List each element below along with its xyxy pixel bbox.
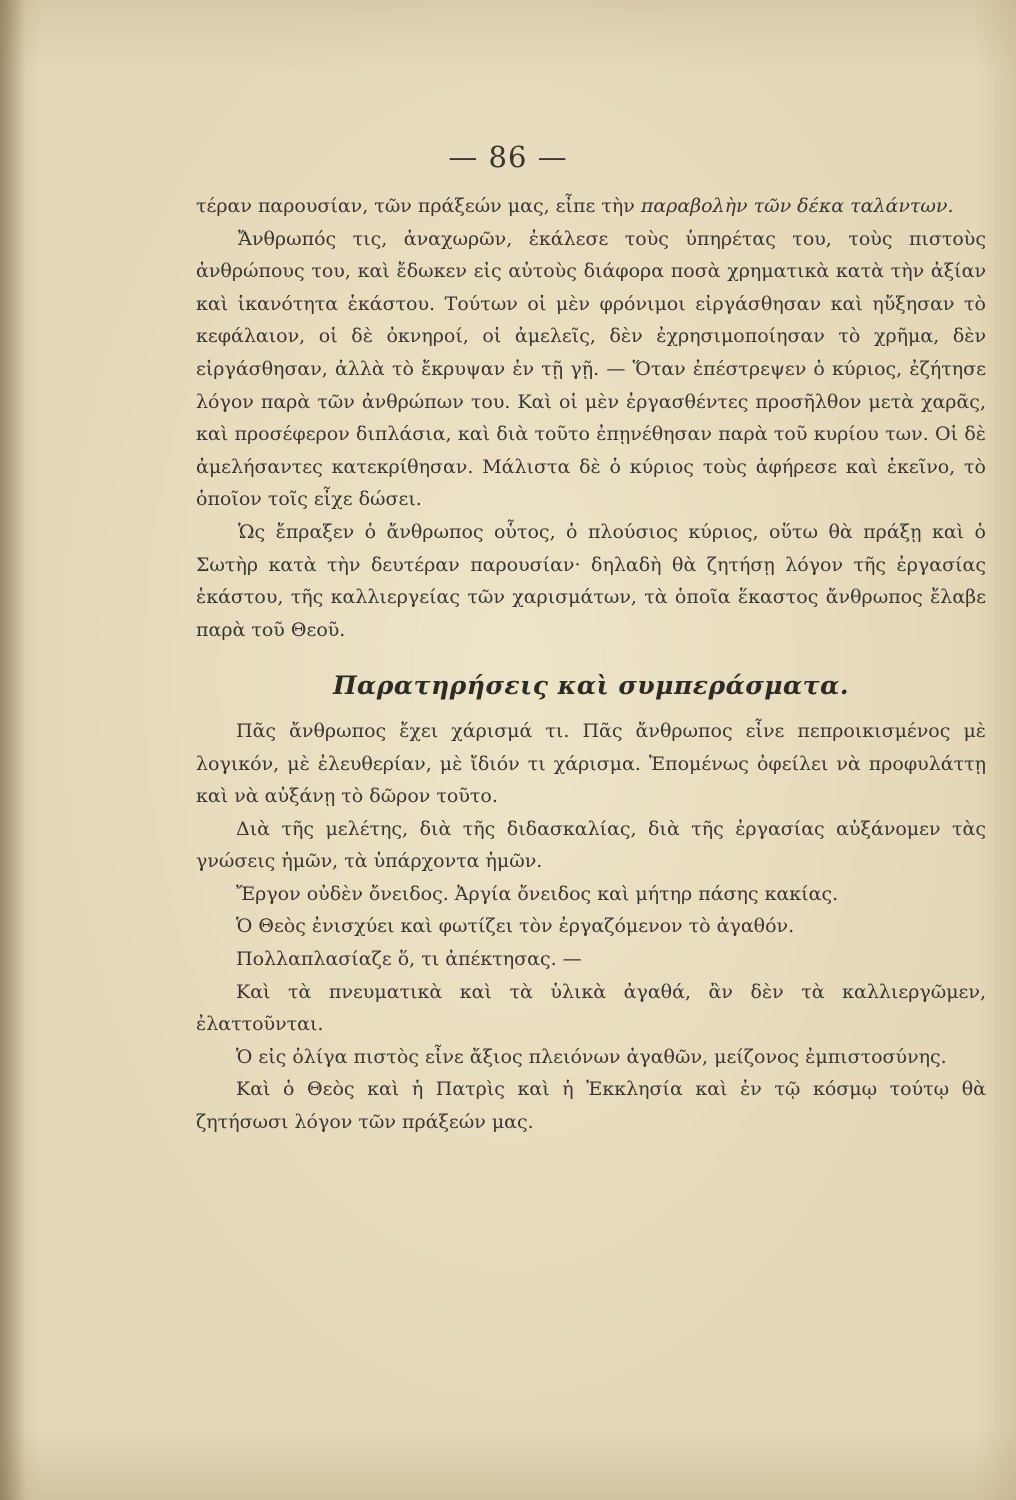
page-number: — 86 — xyxy=(448,140,568,174)
observation-item: Πᾶς ἄνθρωπος ἔχει χάρισμά τι. Πᾶς ἄνθρωπος εἶνε πεπροικισμένος μὲ λογικόν, μὲ ἐλευθερίαν, μὲ ἴδιόν τι χάρισμα. Ἐπομένως ὀφείλει νὰ προφυλάττῃ καὶ νὰ αὐξάνῃ τὸ δῶρον τοῦτο. xyxy=(196,719,986,808)
paragraph-continuation xyxy=(196,190,986,223)
observation-item: Διὰ τῆς μελέτης, διὰ τῆς διδασκαλίας, διὰ τῆς ἐργασίας αὐξάνομεν τὰς γνώσεις ἡμῶν, τὰ ὑπάρχοντα ἡμῶν. xyxy=(196,817,986,873)
binding-shadow xyxy=(0,0,26,1500)
body-text xyxy=(196,190,986,1139)
observation-item: Καὶ ὁ Θεὸς καὶ ἡ Πατρὶς καὶ ἡ Ἐκκλησία καὶ ἐν τῷ κόσμῳ τούτῳ θὰ ζητήσωσι λόγον τῶν πράξεών μας. xyxy=(196,1078,986,1134)
section-heading: Παρατηρήσεις καὶ συμπεράσματα. xyxy=(332,671,850,701)
observation-item: Καὶ τὰ πνευματικὰ καὶ τὰ ὑλικὰ ἀγαθά, ἂν δὲν τὰ καλλιεργῶμεν, ἐλαττοῦνται. xyxy=(196,980,986,1036)
parable-title: παραβολὴν τῶν δέκα ταλάντων. xyxy=(640,195,954,217)
observation-item: Ὁ Θεὸς ἐνισχύει καὶ φωτίζει τὸν ἐργαζόμενον τὸ ἀγαθόν. xyxy=(236,915,795,938)
observation-item: Πολλαπλασίαζε ὅ, τι ἀπέκτησας. — xyxy=(236,948,582,971)
observation-item: Ἔργον οὐδὲν ὄνειδος. Ἀργία ὄνειδος καὶ μήτηρ πάσης κακίας. xyxy=(236,882,839,905)
paragraph-text: τέραν παρουσίαν, τῶν πράξεών μας, εἶπε τὴν xyxy=(196,195,635,217)
observation-item: Ὁ εἰς ὀλίγα πιστὸς εἶνε ἄξιος πλειόνων ἀγαθῶν, μείζονος ἐμπιστοσύνης. xyxy=(236,1045,947,1068)
paragraph-interpretation: Ὡς ἔπραξεν ὁ ἄνθρωπος οὗτος, ὁ πλούσιος κύριος, οὕτω θὰ πράξῃ καὶ ὁ Σωτὴρ κατὰ τὴν δευτέραν παρουσίαν· δηλαδὴ θὰ ζητήσῃ λόγον τῆς ἐργασίας ἑκάστου, τῆς καλλιεργείας τῶν χαρισμάτων, τὰ ὁποῖα ἕκαστος ἄνθρωπος ἔλαβε παρὰ τοῦ Θεοῦ. xyxy=(196,520,986,641)
paragraph-parable: Ἄνθρωπός τις, ἀναχωρῶν, ἐκάλεσε τοὺς ὑπηρέτας του, τοὺς πιστοὺς ἀνθρώπους του, καὶ ἔδωκεν εἰς αὐτοὺς διάφορα ποσὰ χρηματικὰ κατὰ τὴν ἀξίαν καὶ ἱκανότητα ἑκάστου. Τούτων οἱ μὲν φρόνιμοι εἰργάσθησαν καὶ ηὔξησαν τὸ κεφάλαιον, οἱ δὲ ὀκνηροί, οἱ ἀμελεῖς, δὲν ἐχρησιμοποίησαν τὸ χρῆμα, δὲν εἰργάσθησαν, ἀλλὰ τὸ ἔκρυψαν ἐν τῇ γῇ. — Ὅταν ἐπέστρεψεν ὁ κύριος, ἐζήτησε λόγον παρὰ τῶν ἀνθρώπων του. Καὶ οἱ μὲν ἐργασθέντες προσῆλθον μετὰ χαρᾶς, καὶ προσέφερον διπλάσια, καὶ διὰ τοῦτο ἐπῃνέθησαν παρὰ τοῦ κυρίου των. Οἱ δὲ ἀμελήσαντες κατεκρίθησαν. Μάλιστα δὲ ὁ κύριος τοὺς ἀφήρεσε καὶ ἐκεῖνο, τὸ ὁποῖον τοῖς εἶχε δώσει. xyxy=(196,227,986,511)
